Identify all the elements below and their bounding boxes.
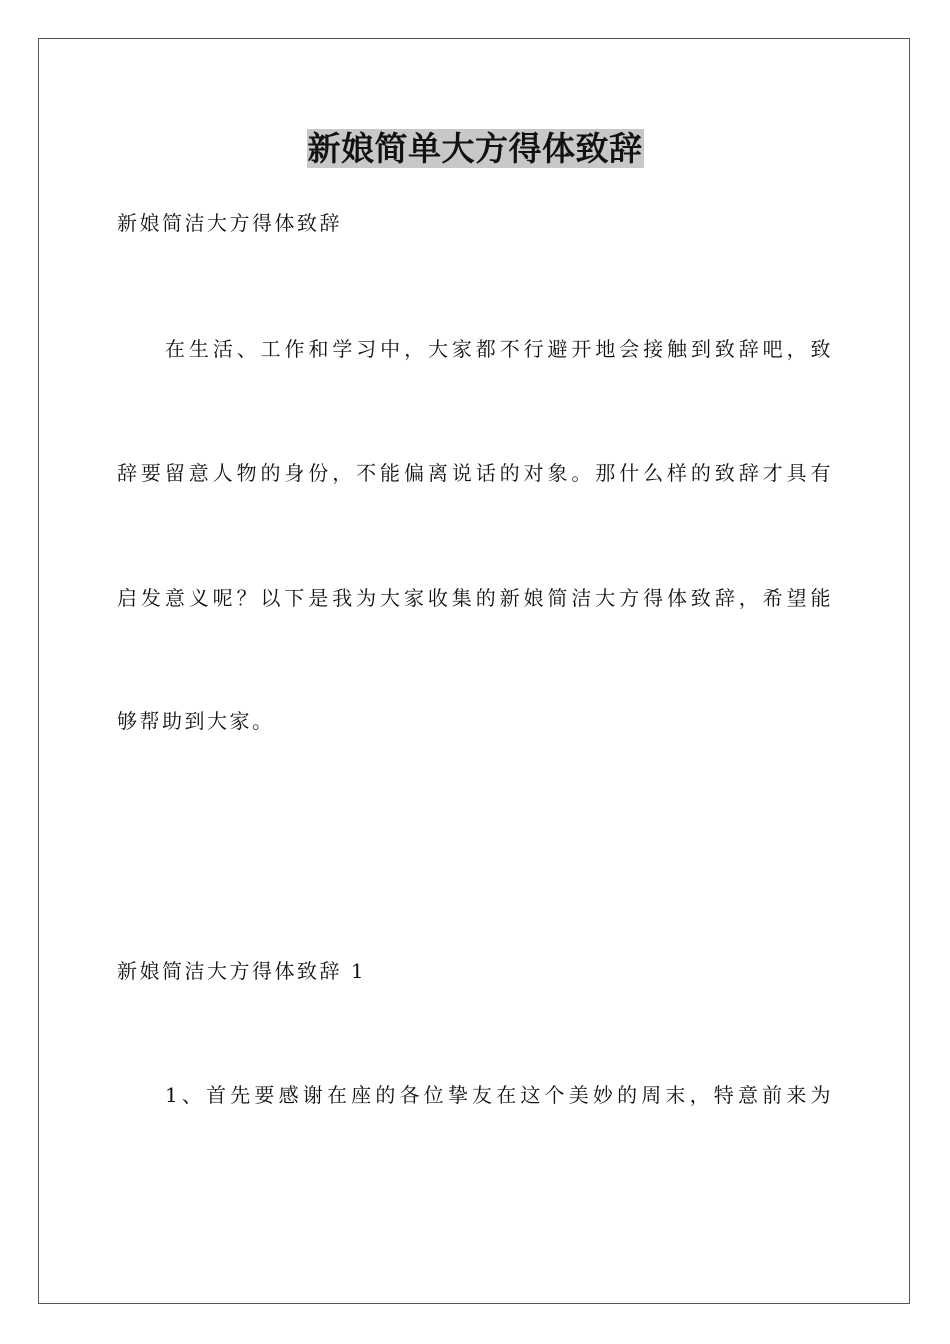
- intro-line-1: 在生活、工作和学习中，大家都不行避开地会接触到致辞吧，致: [165, 337, 833, 361]
- document-title-text: 新娘简单大方得体致辞: [307, 129, 643, 168]
- section-first-line: 1、首先要感谢在座的各位挚友在这个美妙的周末，特意前来为: [165, 1083, 833, 1107]
- intro-line-3: 启发意义呢？以下是我为大家收集的新娘简洁大方得体致辞，希望能: [117, 586, 833, 610]
- intro-line-2: 辞要留意人物的身份，不能偏离说话的对象。那什么样的致辞才具有: [117, 461, 833, 485]
- section-heading: 新娘简洁大方得体致辞 1: [117, 959, 367, 983]
- intro-line-4: 够帮助到大家。: [117, 709, 275, 733]
- document-subtitle: 新娘简洁大方得体致辞: [117, 211, 342, 235]
- document-title: [0, 128, 950, 170]
